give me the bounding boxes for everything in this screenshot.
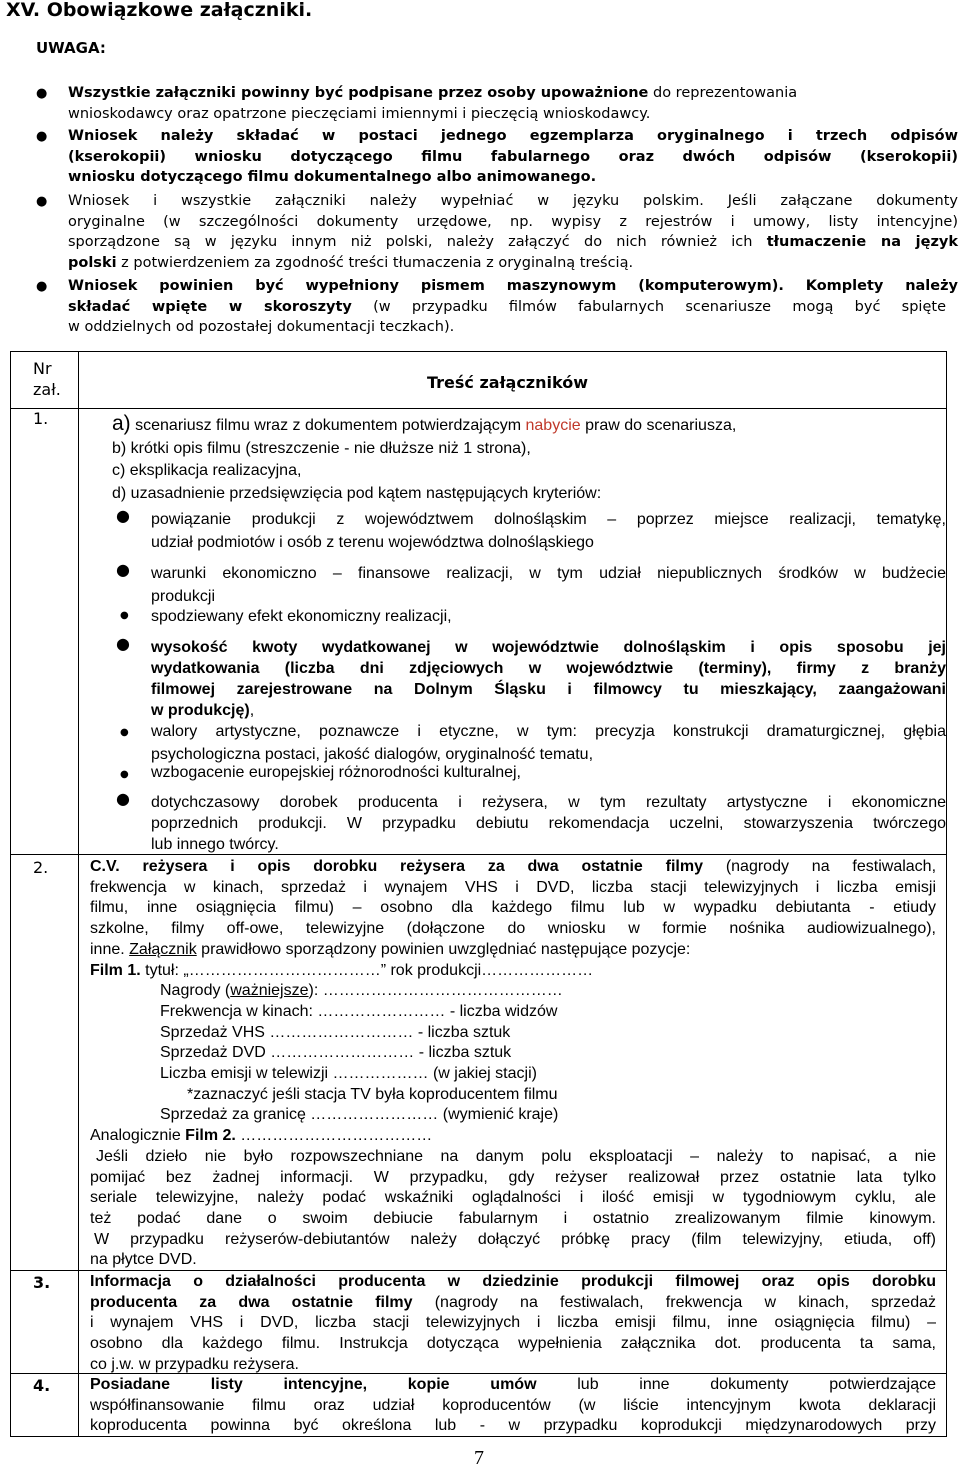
item-d: d) uzasadnienie przedsięwzięcia pod kątem następujących kryteriów: xyxy=(112,484,602,502)
intro-bullet-4-bold-c: składać wpięte w skoroszyty xyxy=(68,298,352,315)
intro-bullet-2-line2: (kserokopii) wniosku dotyczącego filmu fabularnego oraz dwóch odpisów (kserokopii) xyxy=(68,148,958,165)
row3-content: Informacja o działalności producenta w dziedzinie produkcji filmowej oraz opis dorobku producenta za dwa ostatnie filmy (nagrody na festiwalach, frekwencja w kinach, sprzedaż i wynajem VHS i DVD, liczba stacji telewizyjnych i liczba emisji filmu, inne osiągnięcia filmu) – osobno dla każdego filmu. Instrukcja dotycząca wypełnienia załącznika dot. producenta ta sama, co j.w. w przypadku reżysera. xyxy=(90,1273,936,1373)
item-c: c) eksplikacja realizacyjna, xyxy=(112,462,302,479)
col-header-content: Treść załączników xyxy=(427,373,588,392)
row-number: 1. xyxy=(33,409,49,428)
intro-bullet-4 xyxy=(68,276,958,338)
col-header-number-a: Nr xyxy=(33,359,52,378)
bullet-icon: ● xyxy=(36,194,48,209)
table-header-divider xyxy=(10,408,947,409)
criterion-bullet-icon: ● xyxy=(116,560,130,579)
criterion-1: powiązanie produkcji z województwem dolnośląskim – poprzez miejsce realizacji, tematykę, udział podmiotów i osób z terenu województwa dolnośląskiego xyxy=(151,511,946,551)
warning-label: UWAGA: xyxy=(36,39,106,57)
criterion-3: spodziewany efekt ekonomiczny realizacji, xyxy=(151,608,452,625)
intro-bullet-4-line3: w oddzielnych od pozostałej dokumentacji teczkach). xyxy=(68,319,455,336)
table-column-divider xyxy=(78,351,79,1437)
table-border-left xyxy=(10,351,11,1437)
item-a-text: scenariusz filmu wraz z dokumentem potwierdzającym xyxy=(130,417,526,434)
row2-title: C.V. reżysera i opis dorobku reżysera za dwa ostatnie filmy xyxy=(90,858,703,875)
row1-items xyxy=(112,413,952,505)
section-title: XV. Obowiązkowe załączniki. xyxy=(6,0,313,21)
criterion-5: walory artystyczne, poznawcze i etyczne, w tym: precyzja konstrukcji dramaturgicznej, głębia psychologiczna postaci, jakość dialogów, oryginalność tematu, xyxy=(151,723,946,763)
intro-bullet-2-line1: Wniosek należy składać w postaci jednego egzemplarza oryginalnego i trzech odpisów xyxy=(68,128,958,144)
criterion-bullet-icon: ● xyxy=(116,506,130,525)
bullet-icon: ● xyxy=(36,86,48,101)
item-a-letter: a) xyxy=(112,412,131,435)
bullet-icon: ● xyxy=(36,129,48,144)
item-a-text-end: praw do scenariusza, xyxy=(580,417,737,434)
intro-bullet-3-line1: Wniosek i wszystkie załączniki należy wypełniać w języku polskim. Jeśli załączane dokumenty xyxy=(68,193,958,209)
intro-bullet-3-translation: tłumaczenie na język xyxy=(766,234,958,251)
col-header-number-b: zał. xyxy=(33,380,61,399)
intro-bullet-3 xyxy=(68,191,958,273)
intro-bullet-2 xyxy=(68,126,958,188)
intro-bullet-4-bold-b: Komplety należy xyxy=(783,278,958,294)
criterion-6: wzbogacenie europejskiej różnorodności kulturalnej, xyxy=(151,764,521,781)
criterion-bullet-icon: ● xyxy=(120,610,129,621)
criterion-2: warunki ekonomiczno – finansowe realizacji, w tym udział niepublicznych środków w budżecie produkcji xyxy=(151,565,946,605)
row-number: 4. xyxy=(33,1376,51,1395)
criterion-bullet-icon: ● xyxy=(120,769,129,780)
table-border-right xyxy=(946,351,947,1437)
intro-bullet-3-polish: polski xyxy=(68,254,117,271)
intro-bullet-1-line2: wnioskodawcy oraz opatrzone pieczęciami imiennymi i pieczęcią wnioskodawcy. xyxy=(68,105,651,122)
page-number: 7 xyxy=(474,1447,484,1469)
item-a-highlight: nabycie xyxy=(525,417,581,434)
item-b: b) krótki opis filmu (streszczenie - nie dłuższe niż 1 strona), xyxy=(112,439,531,457)
intro-bullet-3-line2: oryginalne (w szczególności dokumenty urzędowe, np. wypisy z rejestrów i umowy, listy intencyjne) xyxy=(68,213,958,230)
intro-bullet-1-bold: Wszystkie załączniki powinny być podpisane przez osoby upoważnione xyxy=(68,85,649,101)
criterion-bullet-icon: ● xyxy=(116,789,130,808)
row2-content: C.V. reżysera i opis dorobku reżysera za dwa ostatnie filmy (nagrody na festiwalach, frekwencja w kinach, sprzedaż i wynajem VHS i DVD, liczba stacji telewizyjnych i liczba emisji filmu, inne osiągnięcia filmu) – osobno dla każdego filmu lub w wypadku debiutanta - etiudy szkolne, filmy off-owe, telewizyjne (dołączone do wniosku w formie nośnika audiowizualnego), inne. Załącznik prawidłowo sporządzony powinien uwzględniać następujące pozycje: Film 1. tytuł: „………………………………” rok produkcji………………… Nagrody (ważniejsze): ……………………………………… Frekwencja w kinach: …………………… - liczba widzów Sprzedaż VHS ……………………… - liczba sztuk Sprzedaż DVD ……………………… - liczba sztuk Liczba emisji w telewizji ……………… (w jakiej stacji) *zaznaczyć jeśli stacja TV była koproducentem filmu Sprzedaż za granicę …………………… (wymienić kraje) Analogicznie Film 2. ……………………………… Jeśli dzieło nie było rozpowszechniane na danym polu eksploatacji – należy to napisać, a nie pomijać bez żadnej informacji. W przypadku, gdy reżyser realizował przez ostatnie lata tylko seriale telewizyjne, należy podać wskaźniki oglądalności i ilość emisji w tygodniowym cyklu, ale też podać dane o swoim debiucie fabularnym i ostatnio zrealizowanym filmie kinowym. W przypadku reżyserów-debiutantów należy dołączyć próbkę pracy (film telewizyjny, etiuda, off) na płytce DVD. xyxy=(90,858,937,1269)
intro-bullet-4-bold-a: Wniosek powinien być wypełniony pismem maszynowym (komputerowym). xyxy=(68,278,784,294)
criterion-bullet-icon: ● xyxy=(116,634,130,653)
film1-label: Film 1. xyxy=(90,961,141,979)
row-number: 2. xyxy=(33,858,49,877)
intro-bullet-4-line2: (w przypadku filmów fabularnych scenariusze mogą być spięte xyxy=(351,298,946,315)
criterion-7: dotychczasowy dorobek producenta i reżysera, w tym rezultaty artystyczne i ekonomiczne poprzednich produkcji. W przypadku debiutu rekomendacja uczelni, stowarzyszenia twórczego lub innego twórcy. xyxy=(151,794,946,853)
intro-bullet-2-line3: wniosku dotyczącego filmu dokumentalnego albo animowanego. xyxy=(68,169,597,186)
row-number: 3. xyxy=(33,1273,51,1292)
criterion-bullet-icon: ● xyxy=(120,727,129,738)
table-border-top xyxy=(10,351,947,352)
intro-bullet-1-rest: do reprezentowania xyxy=(648,85,798,101)
col-header-number xyxy=(33,358,61,400)
intro-bullet-1 xyxy=(68,83,958,124)
criterion-4: wysokość kwoty wydatkowanej w województwie dolnośląskim i opis sposobu jej wydatkowania (liczba dni zdjęciowych w województwie (terminy), firmy z branży filmowej zarejestrowane na Dolnym Śląsku i filmowcy tu mieszkający, zaangażowani w produkcję), xyxy=(151,639,946,719)
intro-bullet-3-line4: z potwierdzeniem za zgodność treści tłumaczenia z oryginalną treścią. xyxy=(116,254,634,271)
intro-bullet-3-line3: sporządzone są w języku innym niż polski, należy załączyć do nich również ich xyxy=(68,234,767,251)
bullet-icon: ● xyxy=(36,279,48,294)
row4-content: Posiadane listy intencyjne, kopie umów lub inne dokumenty potwierdzające współfinansowanie filmu oraz udział koproducentów (w liście intencyjnym kwota deklaracji koproducenta powinna być określona lub - w przypadku koprodukcji międzynarodowych przy xyxy=(90,1376,936,1435)
